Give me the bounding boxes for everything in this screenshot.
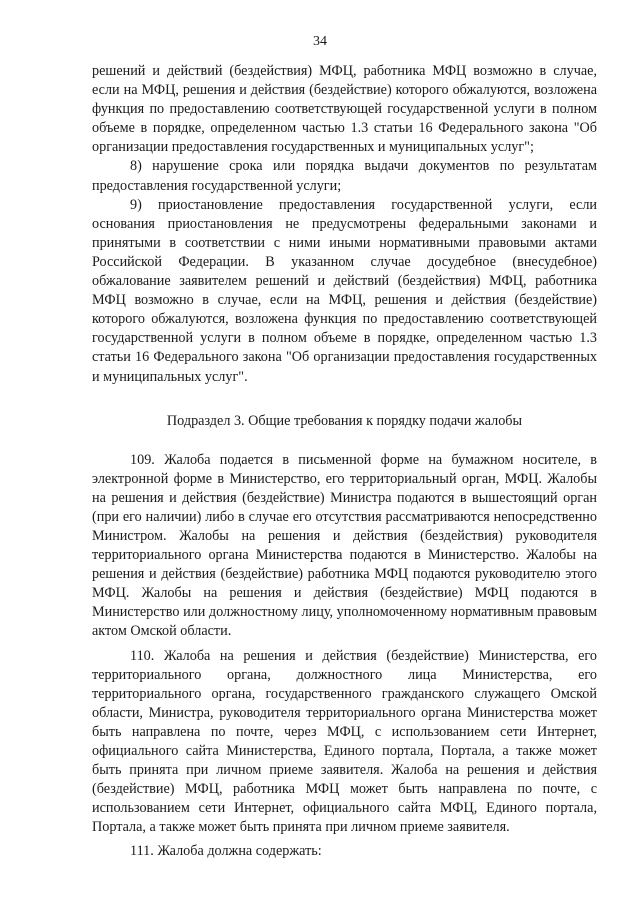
page-number: 34	[313, 34, 327, 49]
section-heading: Подраздел 3. Общие требования к порядку подачи жалобы	[166, 412, 523, 429]
paragraph-109: 109. Жалоба подается в письменной форме на бумажном носителе, в электронной форме в Министерство, его территориальный орган, МФЦ. Жалобы на решения и действия (бездействие) Министра подаются в вышестоящий орган (при его наличии) либо в случае его отсутствия рассматриваются непосредственно Министром. Жалобы на решения и действия (бездействия) руководителя территориального органа Министерства подаются в Министерство. Жалобы на решения и действия (бездействие) работника МФЦ подаются руководителю этого МФЦ. Жалобы на решения и действия (бездействие) МФЦ подаются в Министерство или должностному лицу, уполномоченному нормативным правовым актом Омской области.	[92, 451, 597, 640]
paragraph-item-8: 8) нарушение срока или порядка выдачи документов по результатам предоставления государственной услуги;	[92, 158, 597, 194]
paragraph-item-9: 9) приостановление предоставления государственной услуги, если основания приостановления не предусмотрены федеральными законами и принятыми в соответствии с ними иными нормативными правовыми актами Российской Федерации. В указанном случае досудебное (внесудебное) обжалование заявителем решений и действий (бездействия) МФЦ, работника МФЦ возможно в случае, если на МФЦ, решения и действия (бездействие) которого обжалуются, возложена функция по предоставлению соответствующей государственной услуги в полном объеме в порядке, определенном частью 1.3 статьи 16 Федерального закона "Об организации предоставления государственных и муниципальных услуг".	[92, 196, 597, 385]
paragraph-110: 110. Жалоба на решения и действия (бездействие) Министерства, его территориального органа, должностного лица Министерства, его территориального органа, государственного гражданского служащего Омской области, Министра, руководителя территориального органа Министерства может быть направлена по почте, через МФЦ, с использованием сети Интернет, официального сайта Министерства, Единого портала, Портала, а также может быть принята при личном приеме заявителя. Жалоба на решения и действия (бездействие) МФЦ, работника МФЦ может быть направлена по почте, с использованием сети Интернет, официального сайта МФЦ, Единого портала, Портала, а также может быть принята при личном приеме заявителя.	[92, 647, 597, 836]
document-body	[92, 62, 597, 862]
paragraph-continuation: решений и действий (бездействия) МФЦ, работника МФЦ возможно в случае, если на МФЦ, решения и действия (бездействие) которого обжалуются, возложена функция по предоставлению соответствующей государственной услуги в полном объеме в порядке, определенном частью 1.3 статьи 16 Федерального закона "Об организации предоставления государственных и муниципальных услуг";	[92, 63, 597, 156]
paragraph-111: 111. Жалоба должна содержать:	[130, 843, 322, 860]
